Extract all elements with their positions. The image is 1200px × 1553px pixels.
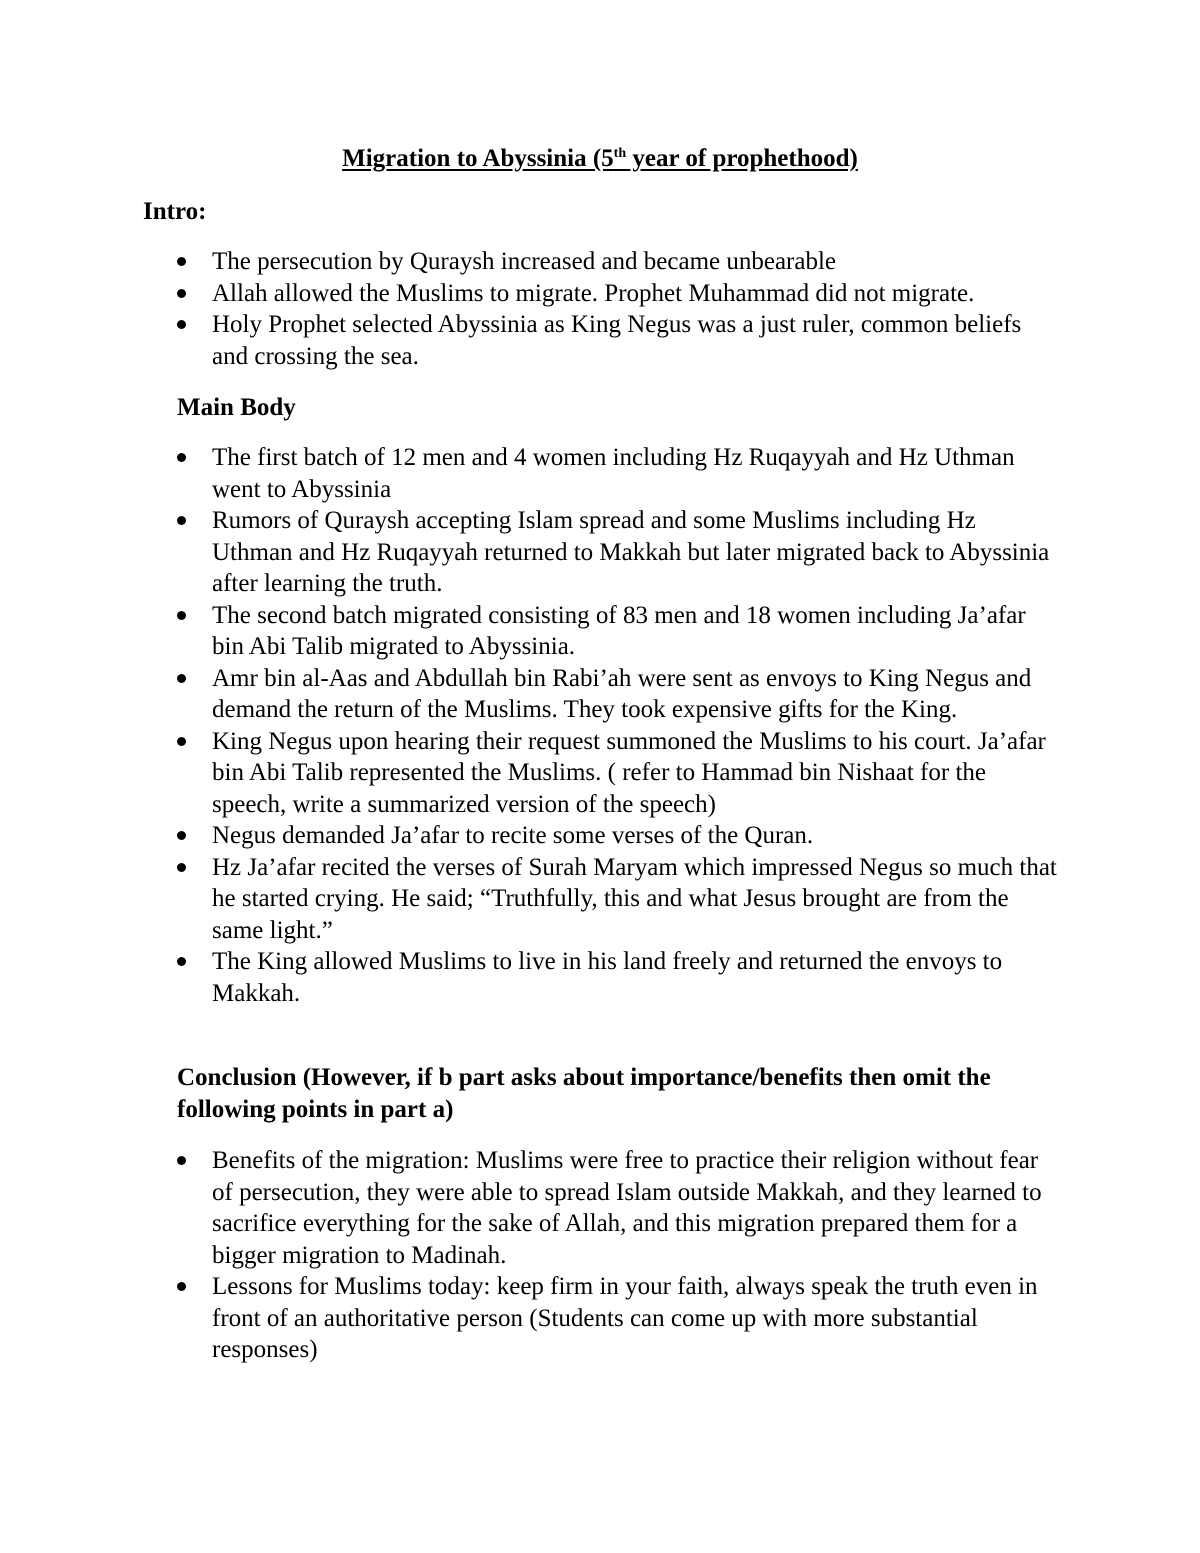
conclusion-heading: Conclusion (However, if b part asks about importance/benefits then omit the following points in part a) (177, 1064, 991, 1123)
list-item (177, 1145, 1057, 1271)
list-item-text: King Negus upon hearing their request summoned the Muslims to his court. Ja’afar bin Abi Talib represented the Muslims. ( refer to Hammad bin Nishaat for the speech, write a summarized version of the speech) (212, 727, 1046, 818)
list-item (177, 246, 1057, 278)
list-item (177, 600, 1057, 663)
list-item (177, 505, 1057, 600)
main-body-list (177, 442, 1057, 1009)
list-item (177, 820, 1057, 852)
list-item (177, 1271, 1057, 1366)
list-item-text: Benefits of the migration: Muslims were free to practice their religion without fear of persecution, they were able to spread Islam outside Makkah, and they learned to sacrifice everything for the sake of Allah, and this migration prepared them for a bigger migration to Madinah. (212, 1147, 1042, 1269)
intro-heading: Intro: (143, 198, 207, 225)
list-item (177, 852, 1057, 947)
page-title (0, 143, 1200, 175)
list-item-text: Amr bin al-Aas and Abdullah bin Rabi’ah were sent as envoys to King Negus and demand the return of the Muslims. They took expensive gifts for the King. (212, 664, 1032, 723)
bullet-icon (177, 674, 186, 683)
bullet-icon (177, 831, 186, 840)
bullet-icon (177, 453, 186, 462)
list-item-text: The second batch migrated consisting of 83 men and 18 women including Ja’afar bin Abi Talib migrated to Abyssinia. (212, 601, 1026, 660)
bullet-icon (177, 1282, 186, 1291)
list-item-text: Rumors of Quraysh accepting Islam spread and some Muslims including Hz Uthman and Hz Ruqayyah returned to Makkah but later migrated back to Abyssinia after learning the truth. (212, 507, 1050, 597)
bullet-icon (177, 737, 186, 746)
list-item-text: The persecution by Quraysh increased and became unbearable (212, 248, 837, 275)
bullet-icon (177, 289, 186, 298)
list-item (177, 442, 1057, 505)
bullet-icon (177, 320, 186, 329)
list-item-text: Negus demanded Ja’afar to recite some verses of the Quran. (212, 822, 814, 849)
bullet-icon (177, 516, 186, 525)
list-item (177, 946, 1057, 1009)
list-item (177, 726, 1057, 821)
bullet-icon (177, 611, 186, 620)
title-superscript: th (613, 146, 627, 161)
list-item-text: Allah allowed the Muslims to migrate. Prophet Muhammad did not migrate. (212, 279, 975, 307)
title-main: Migration to Abyssinia (5 (342, 145, 614, 172)
main-body-heading: Main Body (177, 394, 296, 421)
bullet-icon (177, 257, 186, 266)
title-rest: year of prophethood) (626, 145, 858, 172)
conclusion-list (177, 1145, 1057, 1366)
list-item (177, 278, 1057, 310)
bullet-icon (177, 1156, 186, 1165)
list-item-text: Hz Ja’afar recited the verses of Surah Maryam which impressed Negus so much that he started crying. He said; “Truthfully, this and what Jesus brought are from the same light.” (212, 853, 1057, 944)
bullet-icon (177, 957, 186, 966)
bullet-icon (177, 863, 186, 872)
list-item-text: The King allowed Muslims to live in his land freely and returned the envoys to Makkah. (212, 948, 1003, 1007)
list-item-text: Holy Prophet selected Abyssinia as King Negus was a just ruler, common beliefs and crossing the sea. (212, 311, 1022, 370)
intro-list (177, 246, 1057, 372)
list-item (177, 663, 1057, 726)
list-item-text: Lessons for Muslims today: keep firm in your faith, always speak the truth even in front of an authoritative person (Students can come up with more substantial responses) (212, 1273, 1038, 1363)
list-item-text: The first batch of 12 men and 4 women including Hz Ruqayyah and Hz Uthman went to Abyssinia (212, 444, 1015, 503)
list-item (177, 309, 1057, 372)
